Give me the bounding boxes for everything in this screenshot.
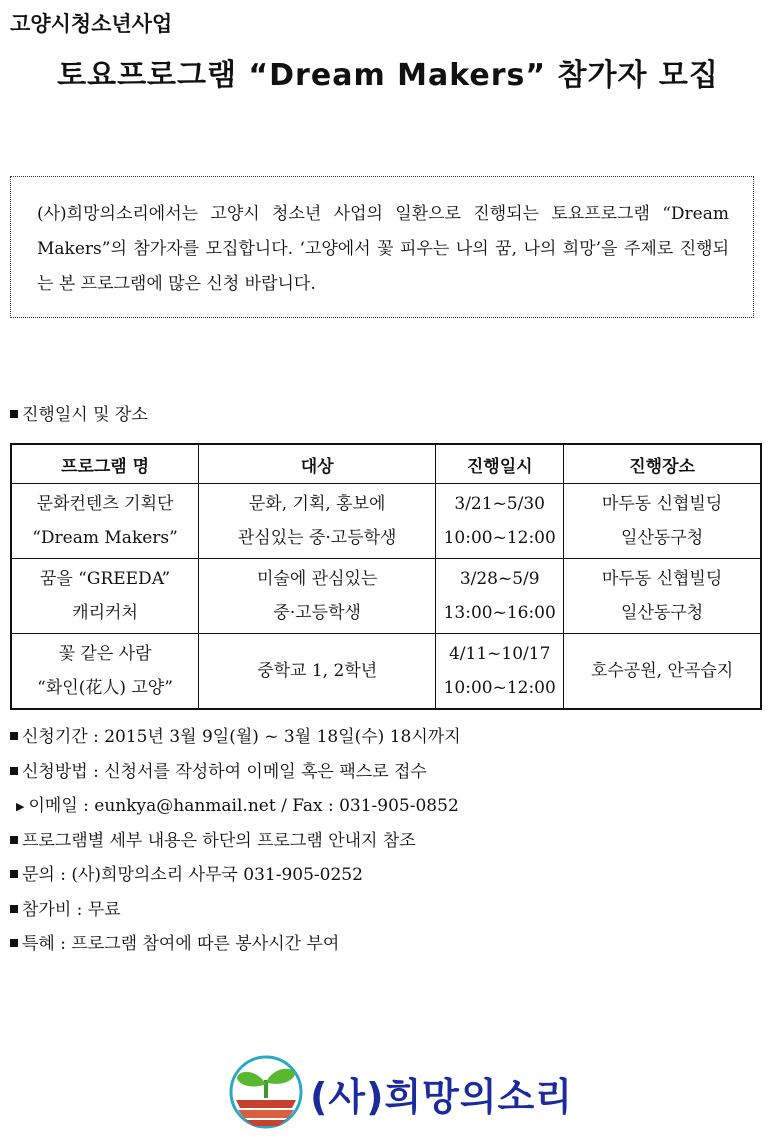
program-name: 꽃 같은 사람 — [58, 644, 152, 664]
program-subtitle: 캐리커처 — [72, 603, 138, 623]
square-bullet-icon — [10, 410, 18, 418]
square-bullet-icon — [10, 836, 18, 844]
organization-label: 고양시청소년사업 — [10, 12, 173, 36]
header-schedule: 진행일시 — [436, 444, 564, 484]
header-program: 프로그램 명 — [11, 444, 199, 484]
list-item — [10, 895, 461, 930]
schedule-dates: 3/28~5/9 — [459, 569, 540, 589]
logo-text: (사)희망의소리 — [310, 1075, 573, 1119]
program-subtitle: “Dream Makers” — [32, 528, 178, 548]
schedule-table — [10, 443, 762, 710]
schedule-cell — [436, 559, 564, 634]
list-item — [10, 826, 461, 861]
schedule-dates: 3/21~5/30 — [454, 494, 545, 514]
organization-logo — [228, 1052, 573, 1132]
list-item — [10, 929, 461, 964]
schedule-time: 10:00~12:00 — [443, 678, 556, 698]
schedule-cell — [436, 484, 564, 559]
table-row — [11, 634, 761, 710]
intro-text: (사)희망의소리에서는 고양시 청소년 사업의 일환으로 진행되는 토요프로그램 “Dream Makers”의 참가자를 모집합니다. ‘고양에서 꽃 피우는 나의 꿈, 나의 희망’을 주제로 진행되는 본 프로그램에 많은 신청 바랍니다. — [37, 204, 729, 294]
program-cell — [11, 484, 199, 559]
schedule-time: 10:00~12:00 — [443, 528, 556, 548]
place-line: 호수공원, 안곡습지 — [590, 661, 734, 681]
table-row — [11, 559, 761, 634]
place-cell — [564, 484, 761, 559]
target-cell — [199, 484, 436, 559]
schedule-time: 13:00~16:00 — [443, 603, 556, 623]
target-line: 중학교 1, 2학년 — [257, 661, 378, 681]
square-bullet-icon — [10, 939, 18, 947]
place-cell — [564, 634, 761, 710]
program-name: 문화컨텐츠 기획단 — [36, 494, 174, 514]
program-cell — [11, 559, 199, 634]
table-row — [11, 484, 761, 559]
place-line: 마두동 신협빌딩 — [601, 494, 723, 514]
list-item — [10, 757, 461, 792]
guide-text: 프로그램별 세부 내용은 하단의 프로그램 안내지 참조 — [22, 830, 416, 851]
period-text: 신청기간 : 2015년 3월 9일(월) ~ 3월 18일(수) 18시까지 — [22, 727, 461, 747]
benefit-text: 특혜 : 프로그램 참여에 따른 봉사시간 부여 — [22, 934, 340, 954]
schedule-cell — [436, 634, 564, 710]
list-item — [10, 860, 461, 895]
triangle-right-icon: ▶ — [16, 800, 25, 813]
method-text: 신청방법 : 신청서를 작성하여 이메일 혹은 팩스로 접수 — [22, 761, 427, 782]
place-line: 일산동구청 — [621, 528, 704, 548]
place-line: 일산동구청 — [621, 603, 704, 623]
contact-text: 이메일 : eunkya@hanmail.net / Fax : 031-905-0852 — [28, 796, 459, 816]
fee-text: 참가비 : 무료 — [22, 899, 121, 920]
inquiry-text: 문의 : (사)희망의소리 사무국 031-905-0252 — [22, 865, 363, 885]
program-subtitle: “화인(花人) 고양” — [37, 678, 173, 698]
section-heading-text: 진행일시 및 장소 — [22, 405, 148, 425]
target-line: 문화, 기획, 홍보에 — [248, 494, 386, 514]
target-line: 중·고등학생 — [273, 603, 361, 623]
program-cell — [11, 634, 199, 710]
target-line: 미술에 관심있는 — [256, 569, 378, 589]
intro-box — [10, 176, 754, 318]
square-bullet-icon — [10, 870, 18, 878]
square-bullet-icon — [10, 732, 18, 740]
place-cell — [564, 559, 761, 634]
section-heading — [10, 400, 148, 425]
table-header-row — [11, 444, 761, 484]
target-cell — [199, 559, 436, 634]
sprout-logo-icon — [228, 1054, 304, 1132]
schedule-dates: 4/11~10/17 — [448, 644, 551, 664]
list-item — [10, 791, 461, 826]
square-bullet-icon — [10, 905, 18, 913]
list-item — [10, 722, 461, 757]
details-list — [10, 722, 461, 964]
place-line: 마두동 신협빌딩 — [601, 569, 723, 589]
header-place: 진행장소 — [564, 444, 761, 484]
target-cell — [199, 634, 436, 710]
program-name: 꿈을 “GREEDA” — [39, 569, 171, 589]
square-bullet-icon — [10, 767, 18, 775]
page-title: 토요프로그램 “Dream Makers” 참가자 모집 — [57, 58, 719, 93]
header-target: 대상 — [199, 444, 436, 484]
target-line: 관심있는 중·고등학생 — [237, 528, 397, 548]
